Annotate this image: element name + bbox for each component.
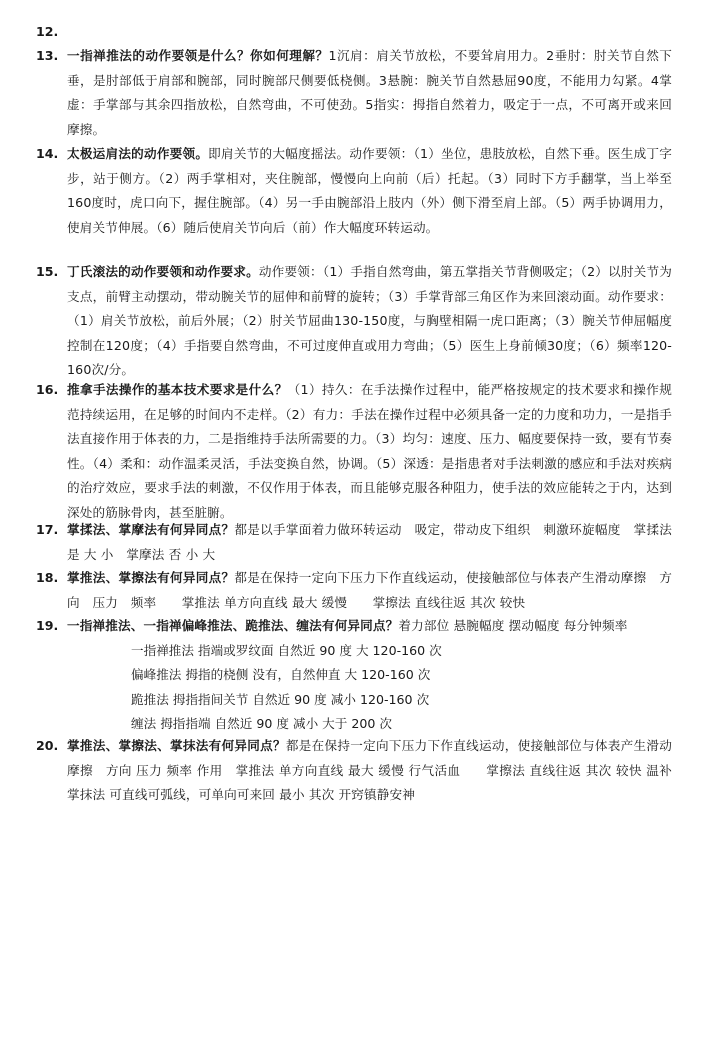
question-number: 15.: [36, 264, 59, 279]
question-body: （1）持久：在手法操作过程中，能严格按规定的技术要求和操作规范持续运用，在足够的时间内不走样。（2）有力：手法在操作过程中必须具备一定的力度和功力，一是指手法直接作用于体表的力，二是指维持手法所需要的力。（3）均匀：速度、压力、幅度要保持一致，要有节奏性。（4）柔和：动作温柔灵活，手法变换自然，协调。（5）深透：是指患者对手法刺激的感应和手法对疾病的治疗效应，要求手法的刺激，不仅作用于体表，而且能够克服各种阻力，使手法的效应能转之于内，达到深处的筋脉骨肉，甚至脏腑。: [67, 382, 672, 520]
question-text: [36, 142, 672, 240]
question-text: [36, 260, 672, 383]
question-title: 掌揉法、掌摩法有何异同点？: [67, 522, 235, 537]
question-number: 14.: [36, 146, 59, 161]
question-text: [36, 378, 672, 525]
question-body: 即肩关节的大幅度摇法。动作要领：（1）坐位，患肢放松，自然下垂。医生成丁字步，站于侧方。（2）两手掌相对，夹住腕部，慢慢向上向前（后）托起。（3）同时下方手翻掌，当上举至160度时，虎口向下，握住腕部。（4）另一手由腕部沿上肢内（外）侧下滑至肩上部。（5）两手协调用力，使肩关节伸展。（6）随后使肩关节向后（前）作大幅度环转运动。: [67, 146, 673, 235]
question-19: [36, 614, 672, 737]
question-text: [36, 44, 672, 142]
comparison-row: 缠法 拇指指端 自然近 90 度 减小 大于 200 次: [131, 716, 392, 731]
question-16: [36, 378, 672, 525]
comparison-row: 一指禅推法 指端或罗纹面 自然近 90 度 大 120-160 次: [131, 642, 442, 658]
question-body: 着力部位 悬腕幅度 摆动幅度 每分钟频率: [398, 618, 628, 633]
question-number: 16.: [36, 382, 59, 397]
question-body: 都是在保持一定向下压力下作直线运动，使接触部位与体表产生滑动摩擦 方向 压力 频率 掌推法 单方向直线 最大 缓慢 掌擦法 直线往返 其次 较快: [67, 570, 672, 610]
question-body: 都是在保持一定向下压力下作直线运动，使接触部位与体表产生滑动摩擦 方向 压力 频率 作用 掌推法 单方向直线 最大 缓慢 行气活血 掌擦法 直线往返 其次 较快 温补 掌抹法 可直线可弧线，可单向可来回 最小 其次 开窍镇静安神: [67, 738, 698, 802]
question-title: 掌推法、掌擦法有何异同点？: [67, 570, 235, 585]
question-title: 太极运肩法的动作要领。: [67, 146, 209, 161]
question-number: 18.: [36, 570, 59, 585]
question-text: [36, 734, 698, 808]
question-text: [36, 518, 672, 567]
question-number: 17.: [36, 522, 59, 537]
question-17: [36, 518, 672, 567]
question-body: 都是以手掌面着力做环转运动 吸定，带动皮下组织 刺激环旋幅度 掌揉法 是 大 小 掌摩法 否 小 大: [67, 522, 672, 562]
question-18: [36, 566, 672, 615]
comparison-row: 跪推法 拇指指间关节 自然近 90 度 减小 120-160 次: [131, 691, 430, 707]
question-number: 13.: [36, 48, 59, 63]
question-title: 推拿手法操作的基本技术要求是什么？: [67, 382, 288, 397]
comparison-row: 偏峰推法 拇指的桡侧 没有，自然伸直 大 120-160 次: [131, 667, 431, 682]
question-body: 动作要领：（1）手指自然弯曲，第五掌指关节背侧吸定；（2）以肘关节为支点，前臂主动摆动，带动腕关节的屈伸和前臂的旋转；（3）手掌背部三角区作为来回滚动面。动作要求：（1）肩关节放松，前后外展；（2）肘关节屈曲130-150度，与胸壁相隔一虎口距离；（3）腕关节伸屈幅度控制在120度；（4）手指要自然弯曲，不可过度伸直或用力弯曲；（5）医生上身前倾30度；（6）频率120-160次/分。: [67, 264, 673, 377]
question-14: [36, 142, 672, 240]
question-body: 1沉肩：肩关节放松，不要耸肩用力。2垂肘：肘关节自然下垂，是肘部低于肩部和腕部，同时腕部尺侧要低桡侧。3悬腕：腕关节自然悬屈90度，不能用力勾紧。4掌虚：手掌部与其余四指放松，自然弯曲，不可使劲。5指实：拇指自然着力，吸定于一点，不可离开或来回摩擦。: [67, 48, 673, 137]
question-title: 一指禅推法、一指禅偏峰推法、跪推法、缠法有何异同点？: [67, 618, 399, 633]
question-text: [36, 566, 672, 615]
question-number: 19.: [36, 618, 59, 633]
question-text: [36, 614, 672, 639]
question-20: [36, 734, 698, 808]
question-title: 丁氏滚法的动作要领和动作要求。: [67, 264, 259, 279]
question-title: 一指禅推法的动作要领是什么？你如何理解？: [67, 48, 329, 63]
question-number: 12.: [36, 24, 59, 39]
question-number: 20.: [36, 738, 59, 753]
question-13: [36, 44, 672, 142]
question-15: [36, 260, 672, 383]
question-title: 掌推法、掌擦法、掌抹法有何异同点？: [67, 738, 286, 753]
